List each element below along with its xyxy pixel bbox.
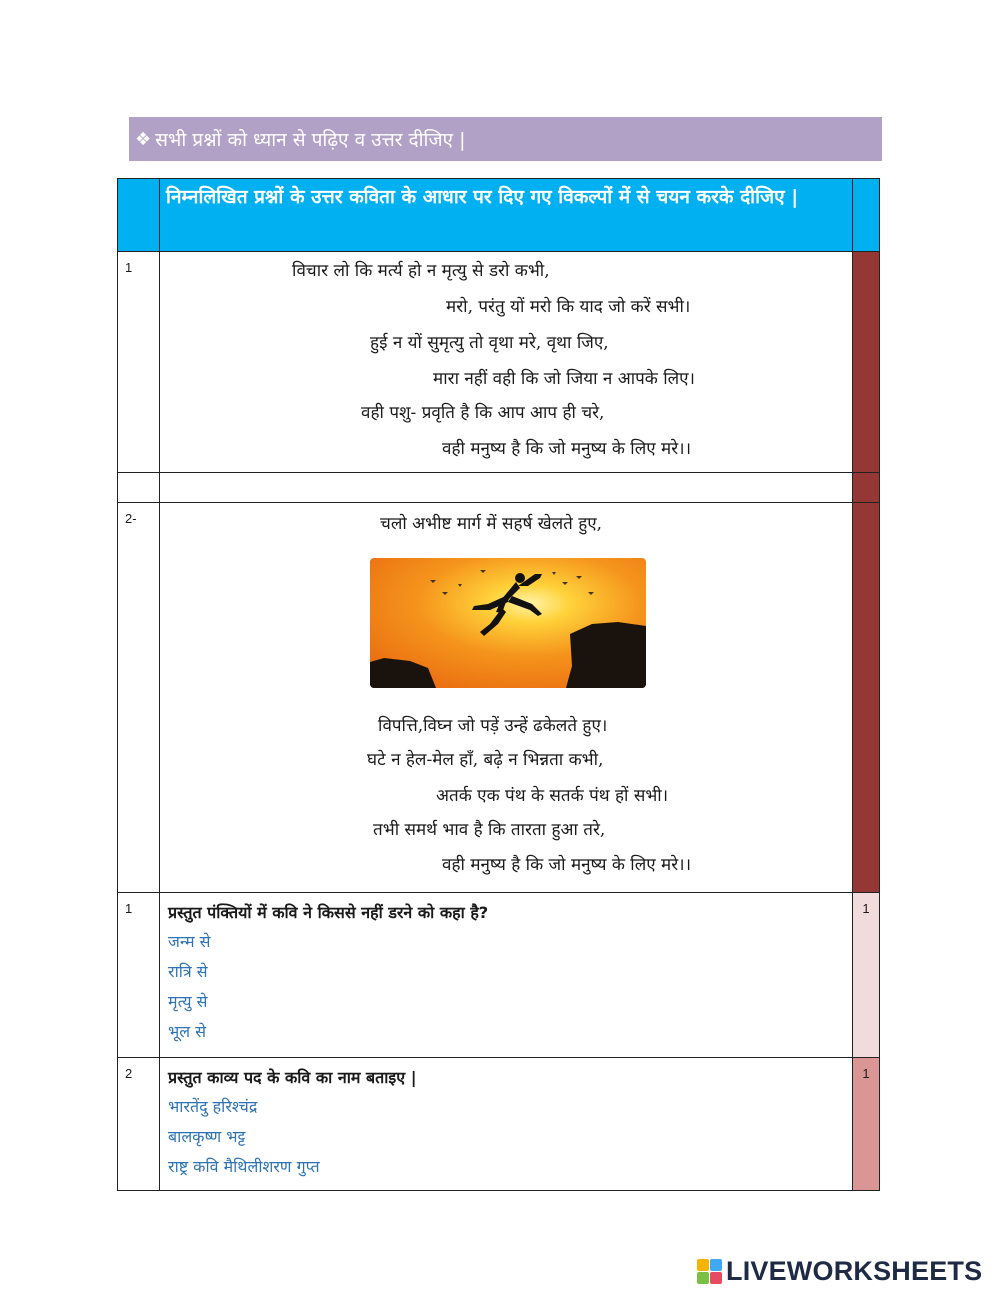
diamond-bullet-icon: ❖: [135, 128, 152, 150]
header-side-cell: [852, 179, 879, 252]
stanza-2-side: [852, 503, 879, 893]
question-1-marks: 1: [852, 893, 879, 1058]
question-row: [118, 893, 880, 1058]
question-1-cell: [160, 893, 853, 1058]
poem-line: विचार लो कि मर्त्य हो न मृत्यु से डरो कभी,: [292, 261, 550, 281]
poem-line: मारा नहीं वही कि जो जिया न आपके लिए।: [433, 369, 695, 389]
brand-wordmark: LIVEWORKSHEETS: [726, 1255, 983, 1286]
poem-line: घटे न हेल-मेल हाँ, बढ़े न भिन्नता कभी,: [367, 750, 604, 770]
stanza-1-number: 1: [118, 252, 160, 473]
stanza-2-row: [118, 503, 880, 893]
table-header-text: निम्नलिखित प्रश्नों के उत्तर कविता के आधार पर दिए गए विकल्पों में से चयन करके दीजिए |: [166, 186, 799, 208]
question-1-text: प्रस्तुत पंक्तियों में कवि ने किससे नहीं डरने को कहा है?: [168, 903, 489, 922]
question-2-option-1[interactable]: भारतेंदु हरिश्चंद्र: [168, 1097, 258, 1116]
question-2-option-3[interactable]: राष्ट्र कवि मैथिलीशरण गुप्त: [168, 1157, 320, 1176]
poem-line: मरो, परंतु यों मरो कि याद जो करें सभी।: [446, 297, 691, 317]
question-row: [118, 1058, 880, 1191]
spacer-row: [118, 473, 880, 503]
header-num-cell: [118, 179, 160, 252]
sunset-cliff-jump-image: [370, 558, 646, 688]
question-2-option-2[interactable]: बालकृष्ण भट्ट: [168, 1127, 246, 1146]
question-1-option-1[interactable]: जन्म से: [168, 932, 211, 951]
question-2-number: 2: [118, 1058, 160, 1191]
poem-line: वही मनुष्य है कि जो मनुष्य के लिए मरे।।: [442, 855, 692, 875]
question-1-option-3[interactable]: मृत्यु से: [168, 992, 208, 1011]
stanza-1-row: [118, 252, 880, 473]
instruction-text: सभी प्रश्नों को ध्यान से पढ़िए व उत्तर दीजिए |: [155, 129, 466, 151]
spacer-side-cell: [852, 473, 879, 503]
question-1-option-2[interactable]: रात्रि से: [168, 962, 208, 981]
poem-line: वही मनुष्य है कि जो मनुष्य के लिए मरे।।: [442, 439, 692, 459]
poem-line: चलो अभीष्ट मार्ग में सहर्ष खेलते हुए,: [380, 514, 603, 534]
question-2-cell: [160, 1058, 853, 1191]
spacer-main-cell: [160, 473, 853, 503]
header-text-cell: [160, 179, 853, 252]
stanza-2-poem: [160, 503, 853, 893]
poem-line: हुई न यों सुमृत्यु तो वृथा मरे, वृथा जिए,: [370, 333, 609, 353]
poem-line: तभी समर्थ भाव है कि तारता हुआ तरे,: [373, 820, 606, 840]
poem-line: वही पशु- प्रवृति है कि आप आप ही चरे,: [361, 403, 605, 423]
spacer-num-cell: [118, 473, 160, 503]
question-2-text: प्रस्तुत काव्य पद के कवि का नाम बताइए |: [168, 1068, 417, 1087]
question-2-marks: 1: [852, 1058, 879, 1191]
instruction-banner: [129, 117, 882, 161]
poem-line: अतर्क एक पंथ के सतर्क पंथ हों सभी।: [436, 786, 669, 806]
table-header-row: [118, 179, 880, 252]
worksheet-table: [117, 178, 880, 1191]
liveworksheets-logo-icon: [697, 1259, 722, 1284]
question-1-number: 1: [118, 893, 160, 1058]
question-1-option-4[interactable]: भूल से: [168, 1022, 207, 1041]
stanza-2-number: 2-: [118, 503, 160, 893]
poem-line: विपत्ति,विघ्न जो पड़ें उन्हें ढकेलते हुए।: [378, 716, 608, 736]
liveworksheets-brand: [697, 1257, 982, 1285]
stanza-1-side: [852, 252, 879, 473]
stanza-1-poem: [160, 252, 853, 473]
